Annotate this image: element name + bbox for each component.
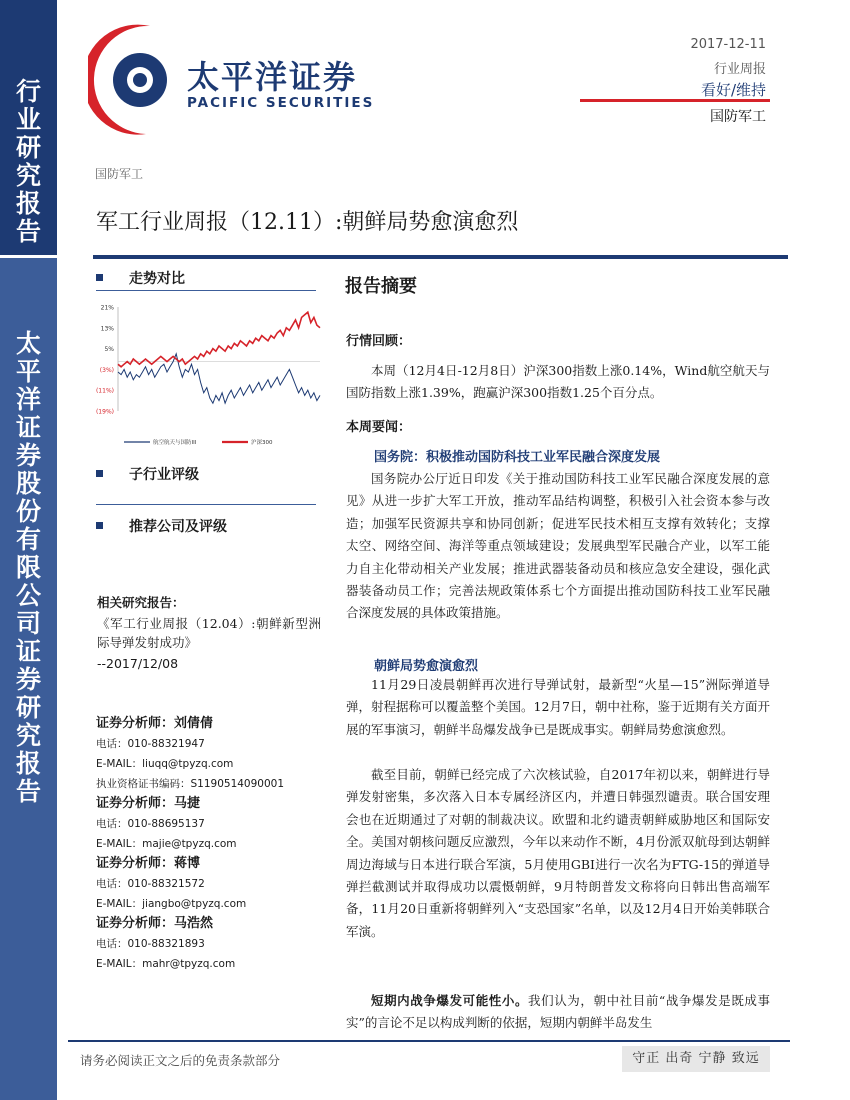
analyst-email[interactable]: E-MAIL：liuqq@tpyzq.com: [96, 758, 234, 770]
y-tick-label: 13%: [100, 325, 114, 333]
sidebar-char: 报: [15, 749, 41, 778]
sidebar-char: 平: [15, 357, 41, 386]
analyst-block: [96, 714, 284, 974]
sidebar-char: 报: [15, 189, 41, 218]
news1-head: 国务院：积极推动国防科技工业军民融合深度发展: [374, 450, 661, 465]
industry-rating: 看好/维持: [700, 81, 766, 99]
y-tick-label: (11%): [95, 387, 114, 395]
analyst-email[interactable]: E-MAIL：jiangbo@tpyzq.com: [96, 898, 247, 910]
news1-para: 国务院办公厅近日印发《关于推动国防科技工业军民融合深度发展的意见》从进一步扩大军工开放，推动军品结构调整，积极引入社会资本参与改造；加强军民资源共享和协同创新；促进军民技术相互支撑有效转化；支撑太空、网络空间、海洋等重点领域建设；发展典型军民融合产业，以军工能力自主化带动相关产业发展；推进武器装备动员和核应急安全建设，强化武器装备动员工作；完善法规政策体系七个方面提出推动国防科技工业军民融合深度发展的具体政策措施。: [346, 471, 770, 621]
page-title: 军工行业周报（12.11）:朝鲜局势愈演愈烈: [96, 210, 519, 235]
analyst-name: 证券分析师：蒋博: [96, 856, 201, 871]
related-report-link[interactable]: 《军工行业周报（12.04）:朝鲜新型洲际导弹发射成功》: [97, 616, 321, 650]
analyst-phone: 电话：010-88321893: [96, 938, 205, 950]
related-reports-title: 相关研究报告：: [97, 595, 185, 610]
sidebar-report-category: [0, 78, 57, 246]
trend-section-head: [96, 268, 185, 288]
news-head: 本周要闻：: [346, 420, 412, 435]
news2-para2: 截至目前，朝鲜已经完成了六次核试验，自2017年初以来，朝鲜进行导弹发射密集，多次落入日本专属经济区内，并遭日韩强烈谴责。联合国安理会也在近期通过了对朝的制裁决议。欧盟和北约谴责朝鲜威胁地区和国际安全。美国对朝核问题反应激烈，今年以来动作不断，4月份派双航母到达朝鲜周边海域与日本进行联合军演，5月使用GBI进行一次名为FTG-15的弹道导弹拦截测试并取得成功以震慑朝鲜，9月特朗普发文称将向日韩出售高端军备，11月20日重新将朝鲜列入“支恐国家”名单，以及12月4日开始美韩联合军演。: [346, 767, 770, 939]
analyst-name: 证券分析师：马浩然: [96, 916, 214, 931]
footer-motto: 守正 出奇 宁静 致远: [622, 1046, 770, 1072]
sidebar-char: 有: [15, 525, 41, 554]
sidebar-char: 公: [15, 581, 41, 610]
sidebar-char: 行: [15, 77, 41, 106]
sidebar-char: 限: [15, 553, 41, 582]
sub-rating-section-head: [96, 464, 199, 484]
header-red-rule: [580, 99, 770, 102]
report-type: 行业周报: [713, 62, 766, 77]
para3-lead: 短期内战争爆发可能性小。: [371, 993, 529, 1008]
sidebar-char: 告: [15, 217, 41, 246]
analyst-cert: 执业资格证书编码：S1190514090001: [96, 778, 285, 790]
title-rule: [93, 255, 788, 259]
trend-chart: [92, 295, 332, 460]
sidebar-char: 研: [15, 133, 41, 162]
logo-emblem-icon: [88, 20, 188, 140]
analyst-phone: 电话：010-88321947: [96, 738, 205, 750]
sidebar-char: 太: [15, 329, 41, 358]
sidebar-char: 业: [15, 105, 41, 134]
news2-para3: [346, 990, 770, 1035]
news2-para1: 11月29日凌晨朝鲜再次进行导弹试射，最新型“火星—15”洲际弹道导弹，射程据称可以覆盖整个美国。12月7日，朝中社称，鉴于近期有关方面开展的军事演习，朝鲜半岛爆发战争已是既成事实。朝鲜局势愈演愈烈。: [346, 677, 770, 737]
header-sector: 国防军工: [710, 109, 766, 125]
bullet-square-icon: [96, 470, 103, 477]
legend-label: 航空航天与国防III: [153, 440, 197, 446]
sidebar-char: 证: [15, 637, 41, 666]
analyst-phone: 电话：010-88321572: [96, 878, 205, 890]
sidebar-char: 股: [15, 469, 41, 498]
sidebar-company-name: [0, 330, 57, 806]
y-tick-label: 21%: [100, 304, 114, 312]
logo-name-cn: 太平洋证券: [187, 58, 358, 96]
sector-label: 国防军工: [95, 167, 144, 181]
sidebar-char: 究: [15, 161, 41, 190]
rec-section-head: [96, 516, 227, 536]
sidebar-char: 证: [15, 413, 41, 442]
analyst-name: 证券分析师：马捷: [96, 796, 201, 811]
legend-label: 沪深300: [251, 440, 273, 446]
sidebar-char: 券: [15, 665, 41, 694]
trend-rule: [96, 290, 316, 291]
sidebar-char: 洋: [15, 385, 41, 414]
y-tick-label: (19%): [95, 408, 114, 416]
analyst-email[interactable]: E-MAIL：majie@tpyzq.com: [96, 838, 237, 850]
sidebar-char: 告: [15, 777, 41, 806]
y-tick-label: 5%: [104, 346, 114, 354]
sidebar-char: 司: [15, 609, 41, 638]
summary-title: 报告摘要: [345, 276, 417, 297]
sidebar-char: 研: [15, 693, 41, 722]
market-review-head: 行情回顾：: [346, 334, 412, 349]
left-sidebar: [0, 0, 57, 1100]
analyst-phone: 电话：010-88695137: [96, 818, 205, 830]
y-tick-label: (3%): [99, 366, 114, 374]
bullet-square-icon: [96, 522, 103, 529]
sub-rating-rule: [96, 504, 316, 505]
para3-body: 我们认为，朝中社目前“战争爆发是既成事实”的言论不足以构成判断的依据，短期内朝鲜半岛发生: [346, 993, 770, 1031]
sidebar-char: 份: [15, 497, 41, 526]
analyst-name: 证券分析师：刘倩倩: [96, 716, 214, 731]
market-review-para: 本周（12月4日-12月8日）沪深300指数上涨0.14%，Wind航空航天与国防指数上涨1.39%，跑赢沪深300指数1.25个百分点。: [346, 363, 770, 401]
trend-head-text: 走势对比: [129, 271, 185, 287]
sidebar-char: 究: [15, 721, 41, 750]
rec-head-text: 推荐公司及评级: [129, 519, 227, 535]
footer-rule: [68, 1040, 790, 1042]
series-line-1: [118, 312, 320, 367]
logo-name-en: PACIFIC SECURITIES: [187, 95, 375, 111]
report-date: 2017-12-11: [690, 37, 766, 52]
bullet-square-icon: [96, 274, 103, 281]
sidebar-char: 券: [15, 441, 41, 470]
related-report-date: --2017/12/08: [97, 656, 179, 671]
footer-disclaimer: 请务必阅读正文之后的免责条款部分: [80, 1053, 281, 1068]
analyst-email[interactable]: E-MAIL：mahr@tpyzq.com: [96, 958, 236, 970]
news2-head: 朝鲜局势愈演愈烈: [374, 659, 479, 674]
sub-rating-head-text: 子行业评级: [129, 467, 199, 483]
